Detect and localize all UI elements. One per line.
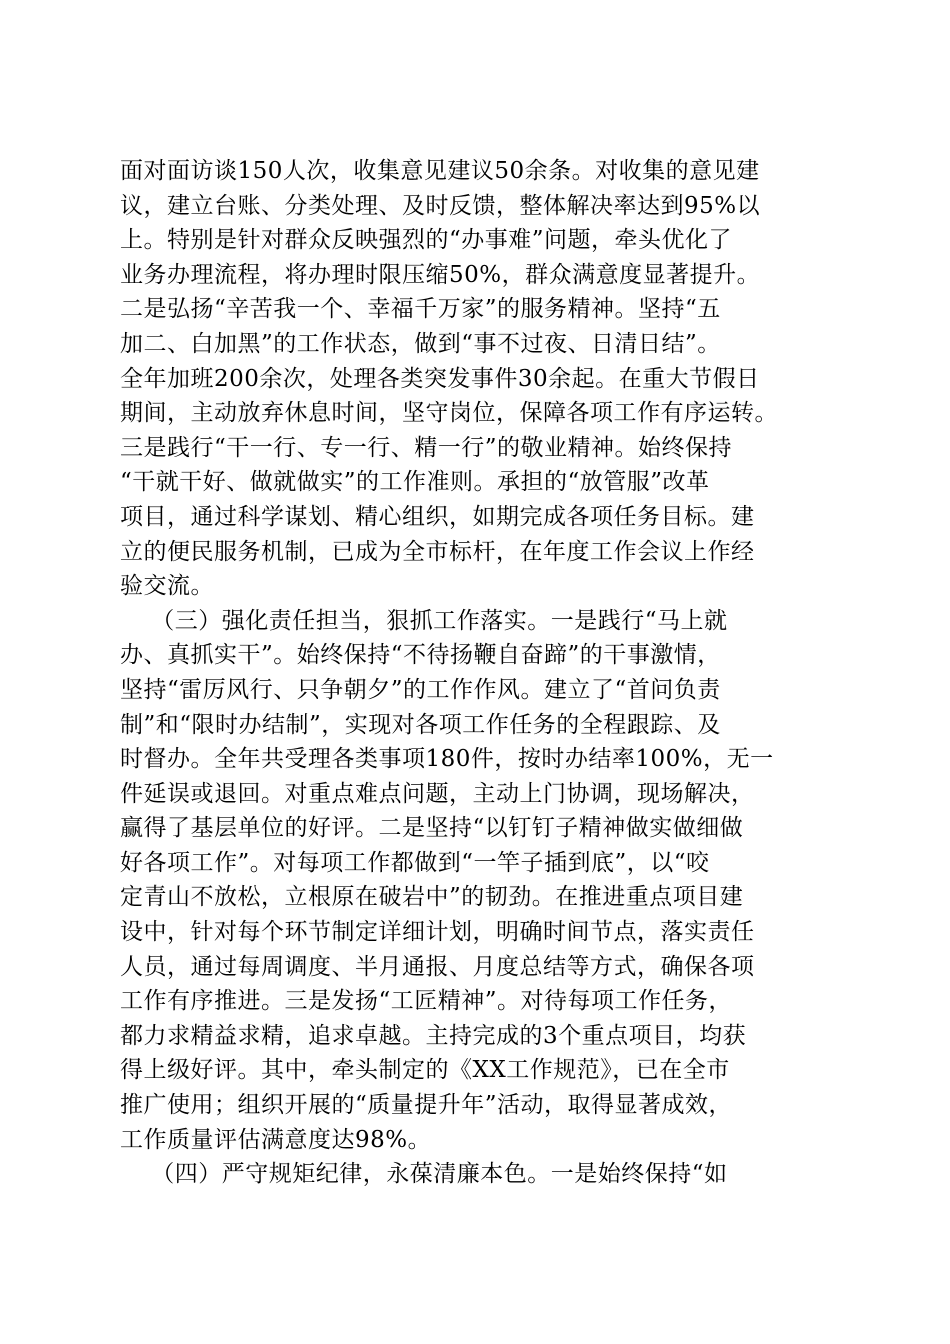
text-line: 办、真抓实干”。始终保持“不待扬鞭自奋蹄”的干事激情， xyxy=(120,642,721,669)
text-line: 件延误或退回。对重点难点问题，主动上门协调，现场解决， xyxy=(120,780,755,807)
text-line: 工作质量评估满意度达98%。 xyxy=(120,1126,432,1153)
text-line: 工作有序推进。三是发扬“工匠精神”。对待每项工作任务， xyxy=(120,988,733,1015)
text-line: 立的便民服务机制，已成为全市标杆，在年度工作会议上作经 xyxy=(120,538,755,565)
text-line: 业务办理流程，将办理时限压缩50%，群众满意度显著提升。 xyxy=(120,261,761,288)
text-line: 制”和“限时办结制”，实现对各项工作任务的全程跟踪、及 xyxy=(120,711,721,738)
text-line: 坚持“雷厉风行、只争朝夕”的工作作风。建立了“首问负责 xyxy=(120,676,721,703)
text-line: 都力求精益求精，追求卓越。主持完成的3个重点项目，均获 xyxy=(120,1022,747,1049)
text-line: 得上级好评。其中，牵头制定的《XX工作规范》，已在全市 xyxy=(120,1057,730,1084)
document-body xyxy=(120,154,832,1192)
text-line: 三是践行“干一行、专一行、精一行”的敬业精神。始终保持 xyxy=(120,434,733,461)
text-line: 二是弘扬“辛苦我一个、幸福千万家”的服务精神。坚持“五 xyxy=(120,296,721,323)
section-heading-line: （四）严守规矩纪律，永葆清廉本色。一是始终保持“如 xyxy=(120,1161,728,1188)
text-line: 上。特别是针对群众反映强烈的“办事难”问题，牵头优化了 xyxy=(120,227,733,254)
text-line: 期间，主动放弃休息时间，坚守岗位，保障各项工作有序运转。 xyxy=(120,400,778,427)
text-line: 验交流。 xyxy=(120,573,214,600)
text-line: “干就干好、做就做实”的工作准则。承担的“放管服”改革 xyxy=(120,469,710,496)
text-line: 项目，通过科学谋划、精心组织，如期完成各项任务目标。建 xyxy=(120,503,755,530)
text-line: 设中，针对每个环节制定详细计划，明确时间节点，落实责任 xyxy=(120,919,755,946)
text-line: 推广使用；组织开展的“质量提升年”活动，取得显著成效， xyxy=(120,1092,733,1119)
text-line: 好各项工作”。对每项工作都做到“一竿子插到底”，以“咬 xyxy=(120,849,710,876)
text-line: 时督办。全年共受理各类事项180件，按时办结率100%，无一 xyxy=(120,746,774,773)
text-line: 加二、白加黑”的工作状态，做到“事不过夜、日清日结”。 xyxy=(120,330,721,357)
section-heading-line: （三）强化责任担当，狠抓工作落实。一是践行“马上就 xyxy=(120,607,728,634)
text-line: 赢得了基层单位的好评。二是坚持“以钉钉子精神做实做细做 xyxy=(120,815,744,842)
text-line: 全年加班200余次，处理各类突发事件30余起。在重大节假日 xyxy=(120,365,760,392)
text-line: 定青山不放松，立根原在破岩中”的韧劲。在推进重点项目建 xyxy=(120,884,744,911)
text-line: 议，建立台账、分类处理、及时反馈，整体解决率达到95%以 xyxy=(120,192,761,219)
text-line: 人员，通过每周调度、半月通报、月度总结等方式，确保各项 xyxy=(120,953,755,980)
text-line: 面对面访谈150人次，收集意见建议50余条。对收集的意见建 xyxy=(120,158,760,184)
